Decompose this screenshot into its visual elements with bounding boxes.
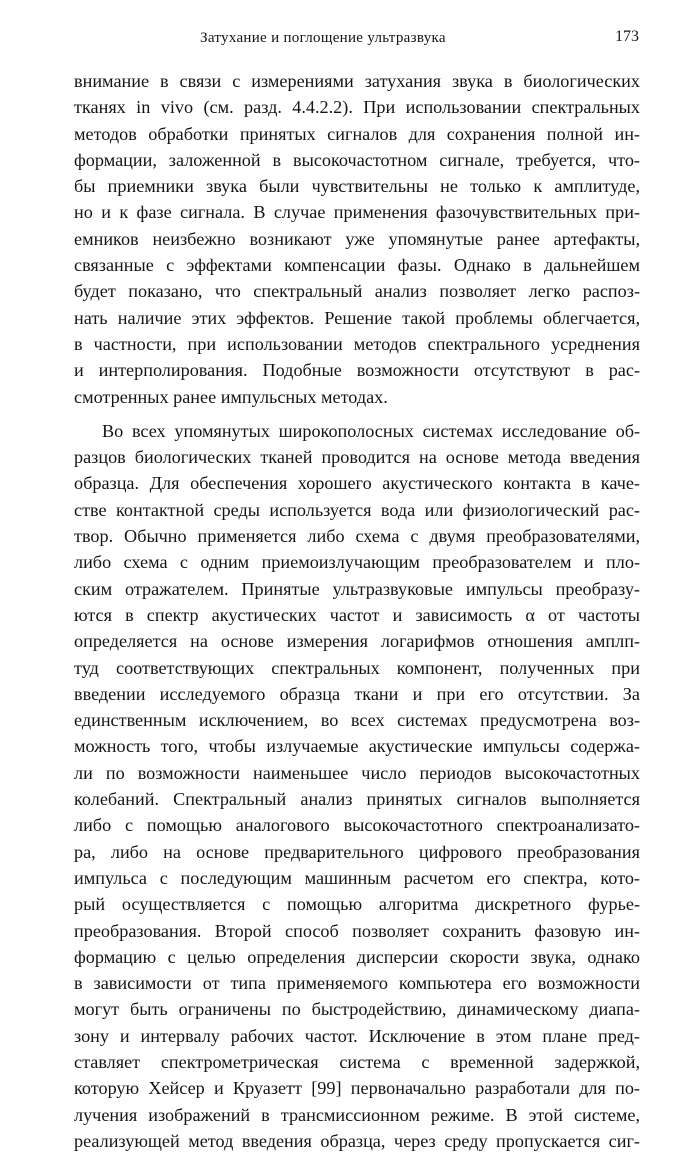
text-line: единственным исключением, во всех системах предусмотрена воз- xyxy=(74,710,640,731)
text-line: лучения изображений в трансмиссионном режиме. В этой системе, xyxy=(74,1104,640,1125)
text-line: реализующей метод введения образца, через среду пропускается сиг- xyxy=(74,1130,640,1151)
text-line: ставляет спектрометрическая система с временной задержкой, xyxy=(74,1051,640,1072)
text-line: могут быть ограничены по быстродействию, динамическому диапа- xyxy=(74,999,640,1020)
text-line: рый осуществляется с помощью алгоритма дискретного фурье- xyxy=(74,894,640,915)
text-line: введении исследуемого образца ткани и при его отсутствии. За xyxy=(74,683,640,704)
text-line: можность того, чтобы излучаемые акустические импульсы содержа- xyxy=(74,736,640,757)
text-line: внимание в связи с измерениями затухания звука в биологических xyxy=(74,71,640,91)
text-line: импульса с последующим машинным расчетом его спектра, кото- xyxy=(74,867,640,888)
text-line: методов обработки принятых сигналов для сохранения полной ин- xyxy=(74,123,640,144)
text-line: которую Хейсер и Круазетт [99] первоначально разработали для по- xyxy=(74,1078,640,1099)
paragraph-2 xyxy=(74,418,640,1154)
text-line: емников неизбежно возникают уже упомянутые ранее артефакты, xyxy=(74,228,640,249)
text-line: связанные с эффектами компенсации фазы. Однако в дальнейшем xyxy=(74,255,640,276)
text-line: разцов биологических тканей проводится на основе метода введения xyxy=(74,447,640,468)
text-line: но и к фазе сигнала. В случае применения фазочувствительных при- xyxy=(74,202,640,223)
text-line: определяется на основе измерения логарифмов отношения амплп- xyxy=(74,631,640,652)
text-line: ра, либо на основе предварительного цифрового преобразования xyxy=(74,841,640,862)
text-line: стве контактной среды используется вода или физиологический рас- xyxy=(74,499,640,520)
text-line: твор. Обычно применяется либо схема с двумя преобразователями, xyxy=(74,526,640,547)
text-line: будет показано, что спектральный анализ позволяет легко распоз- xyxy=(74,281,640,302)
text-line: зону и интервалу рабочих частот. Исключение в этом плане пред- xyxy=(74,1025,640,1046)
text-line: формации, заложенной в высокочастотном сигнале, требуется, что- xyxy=(74,149,640,170)
text-line: туд соответствующих спектральных компонент, полученных при xyxy=(74,657,640,678)
text-line: формацию с целью определения дисперсии скорости звука, однако xyxy=(74,946,640,967)
text-line: в частности, при использовании методов спектрального усреднения xyxy=(74,333,640,354)
text-line: колебаний. Спектральный анализ принятых сигналов выполняется xyxy=(74,789,640,810)
text-line: тканях in vivo (см. разд. 4.4.2.2). При использовании спектральных xyxy=(74,97,640,118)
paragraph-1 xyxy=(74,68,640,410)
text-line: ским отражателем. Принятые ультразвуковые импульсы преобразу- xyxy=(74,578,640,599)
text-line: смотренных ранее импульсных методах. xyxy=(74,386,388,407)
text-line: нать наличие этих эффектов. Решение такой проблемы облегчается, xyxy=(74,307,640,328)
text-line: образца. Для обеспечения хорошего акустического контакта в каче- xyxy=(74,473,640,494)
text-line: и интерполирования. Подобные возможности отсутствуют в рас- xyxy=(74,360,640,381)
text-line: ли по возможности наименьшее число периодов высокочастотных xyxy=(74,762,640,783)
text-line: в зависимости от типа применяемого компьютера его возможности xyxy=(74,973,640,994)
text-line: либо схема с одним приемоизлучающим преобразователем и пло- xyxy=(74,552,640,573)
text-line: ются в спектр акустических частот и зависимость α от частоты xyxy=(74,604,640,625)
running-title: Затухание и поглощение ультразвука xyxy=(200,30,446,46)
text-line: бы приемники звука были чувствительны не только к амплитуде, xyxy=(74,176,640,197)
text-line: либо с помощью аналогового высокочастотного спектроанализато- xyxy=(74,815,640,836)
text-line: Во всех упомянутых широкополосных системах исследование об- xyxy=(102,420,640,441)
text-line: преобразования. Второй способ позволяет сохранить фазовую ин- xyxy=(74,920,640,941)
page-number: 173 xyxy=(615,28,639,45)
body-text xyxy=(74,68,640,1154)
